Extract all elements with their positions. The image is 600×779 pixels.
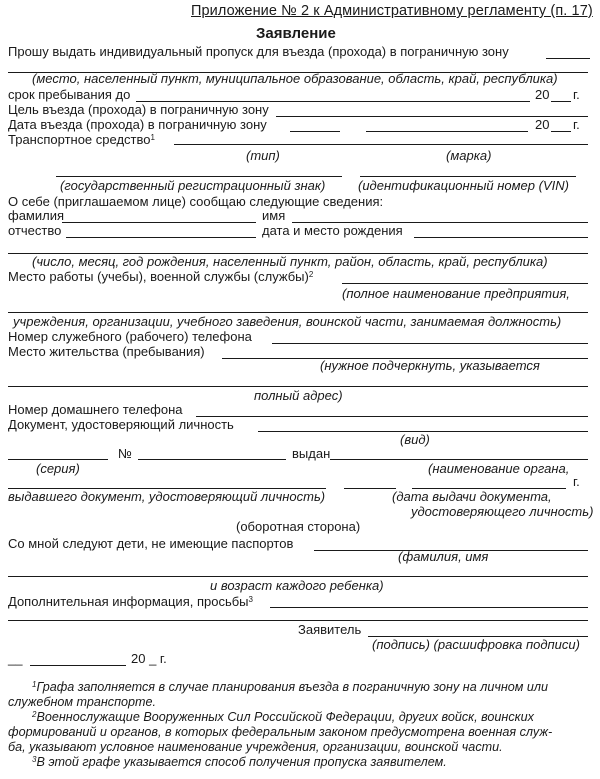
fn3-sup: 3: [32, 755, 37, 764]
date-day-prefix: __: [8, 651, 23, 666]
date-month-line[interactable]: [30, 665, 126, 666]
entry-day-line[interactable]: [290, 131, 340, 132]
patronymic-label: отчество: [8, 223, 62, 238]
entry-year-prefix: 20: [535, 117, 550, 132]
about-self-label: О себе (приглашаемом лице) сообщаю следующие сведения:: [8, 194, 384, 209]
number-line[interactable]: [138, 459, 286, 460]
footnote-2-text: Военнослужащие Вооруженных Сил Российской Федерации, других войск, воинских: [36, 710, 534, 724]
footnote-1-mark: 1: [150, 133, 155, 142]
signature-hint: (подпись) (расшифровка подписи): [372, 637, 580, 652]
residence-label: Место жительства (пребывания): [8, 344, 205, 359]
fn2-sup: 2: [32, 710, 37, 719]
vehicle-type-hint: (тип): [246, 148, 280, 163]
fn1-sup: 1: [32, 680, 37, 689]
home-phone-label: Номер домашнего телефона: [8, 402, 183, 417]
vehicle-label: Транспортное средство: [8, 132, 151, 147]
organization-line[interactable]: [8, 312, 588, 313]
children-age-line[interactable]: [8, 576, 588, 577]
footnote-3-mark: 3: [248, 595, 253, 604]
additional-info-line[interactable]: [270, 607, 588, 608]
vin-line[interactable]: [360, 176, 576, 177]
work-phone-line[interactable]: [272, 343, 588, 344]
vehicle-brand-hint: (марка): [446, 148, 492, 163]
workplace-label: Место работы (учебы), военной службы (службы): [8, 269, 309, 284]
issue-date-hint-2: удостоверяющего личность): [411, 504, 594, 519]
org-hint-1: (полное наименование предприятия,: [342, 286, 570, 301]
home-phone-line[interactable]: [196, 416, 588, 417]
request-label: Прошу выдать индивидуальный пропуск для въезда (прохода) в пограничную зону: [8, 44, 509, 59]
additional-info-label: Дополнительная информация, просьбы: [8, 594, 249, 609]
reg-plate-hint: (государственный регистрационный знак): [60, 178, 326, 193]
work-phone-label: Номер служебного (рабочего) телефона: [8, 329, 252, 344]
issue-day-line[interactable]: [344, 488, 396, 489]
id-document-label: Документ, удостоверяющий личность: [8, 417, 234, 432]
reg-plate-line[interactable]: [56, 176, 342, 177]
footnote-2-mark: 2: [308, 270, 314, 279]
entry-date-label: Дата въезда (прохода) в пограничную зону: [8, 117, 267, 132]
reverse-side-label: (оборотная сторона): [236, 519, 361, 534]
purpose-label: Цель въезда (прохода) в пограничную зону: [8, 102, 269, 117]
full-address-line[interactable]: [8, 386, 588, 387]
footnote-3-text: В этой графе указывается способ получения пропуска заявителем.: [36, 755, 447, 769]
entry-month-line[interactable]: [366, 131, 528, 132]
patronymic-line[interactable]: [66, 237, 256, 238]
series-hint: (серия): [36, 461, 80, 476]
children-hint-2: и возраст каждого ребенка): [210, 578, 384, 593]
footnote-2-text-2: формирований и органов, в которых федеральным законом предусмотрена военная служ-: [8, 725, 553, 739]
footnote-1-text: Графа заполняется в случае планирования въезда в пограничную зону на личном или: [36, 680, 549, 694]
org-hint-2: учреждения, организации, учебного заведения, воинской части, занимаемая должность): [13, 314, 562, 329]
stay-until-label: срок пребывания до: [8, 87, 131, 102]
birth-label: дата и место рождения: [262, 223, 403, 238]
birth-line[interactable]: [414, 237, 588, 238]
issuer-hint: (наименование органа,: [428, 461, 570, 476]
entry-year-suffix: г.: [573, 117, 580, 132]
additional-info-line-2[interactable]: [8, 620, 588, 621]
series-line[interactable]: [8, 459, 108, 460]
place-hint: (место, населенный пункт, муниципальное образование, область, край, республика): [32, 71, 558, 86]
entry-year-line[interactable]: [551, 131, 571, 132]
children-hint-1: (фамилия, имя: [398, 549, 489, 564]
surname-line[interactable]: [62, 222, 256, 223]
name-label: имя: [262, 208, 286, 223]
stay-year-prefix: 20: [535, 87, 550, 102]
full-address-hint: полный адрес): [254, 388, 343, 403]
stay-year-suffix: г.: [573, 87, 580, 102]
issued-label: выдан: [292, 446, 331, 461]
children-label: Со мной следуют дети, не имеющие паспортов: [8, 536, 294, 551]
issuer-hint-2: выдавшего документ, удостоверяющий личность): [8, 489, 326, 504]
applicant-label: Заявитель: [298, 622, 362, 637]
issue-date-hint-1: (дата выдачи документа,: [392, 489, 552, 504]
underline-hint: (нужное подчеркнуть, указывается: [320, 358, 540, 373]
issuer-line[interactable]: [330, 459, 588, 460]
stay-year-line[interactable]: [551, 101, 571, 102]
footnote-1-text-2: служебном транспорте.: [8, 695, 157, 709]
issue-year-suffix: г.: [573, 474, 580, 489]
birth-hint: (число, месяц, год рождения, населенный пункт, район, область, край, республика): [32, 254, 548, 269]
border-zone-line[interactable]: [546, 58, 590, 59]
form-title: Заявление: [256, 25, 336, 42]
doc-type-hint: (вид): [400, 432, 430, 447]
date-year-label: 20 _ г.: [131, 651, 167, 666]
footnote-2-text-3: ба, указывают условное наименование учреждения, организации, воинской части.: [8, 740, 503, 754]
vehicle-line[interactable]: [174, 144, 588, 145]
appendix-header: Приложение № 2 к Административному регламенту (п. 17): [191, 3, 593, 19]
number-sign: №: [118, 446, 132, 461]
vin-hint: (идентификационный номер (VIN): [358, 178, 569, 193]
workplace-line[interactable]: [342, 283, 588, 284]
surname-label: фамилия: [8, 208, 65, 223]
